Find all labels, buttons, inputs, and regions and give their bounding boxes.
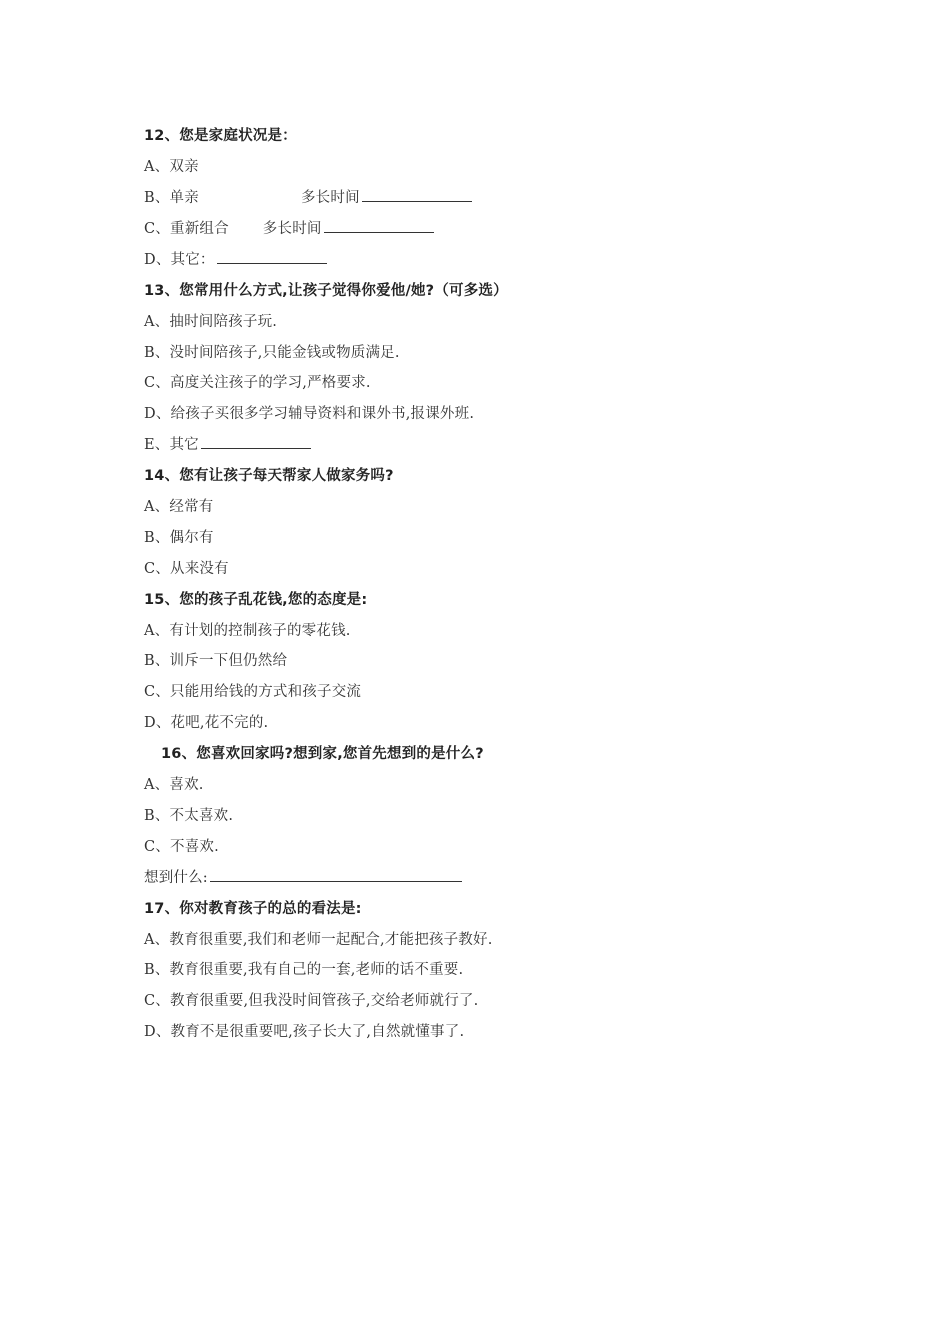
question-17-option-a: A、教育很重要,我们和老师一起配合,才能把孩子教好. [144, 932, 493, 948]
question-15-option-d: D、花吧,花不完的. [144, 715, 269, 731]
question-15-option-c: C、只能用给钱的方式和孩子交流 [144, 684, 362, 700]
think-label: 想到什么: [144, 870, 208, 886]
question-14-option-b: B、偶尔有 [144, 530, 214, 546]
question-16-option-b: B、不太喜欢. [144, 808, 234, 824]
fill-in-blank[interactable] [324, 214, 434, 233]
question-14-option-c: C、从来没有 [144, 561, 229, 577]
duration-label: 多长时间 [262, 221, 322, 237]
question-13-option-b: B、没时间陪孩子,只能金钱或物质满足. [144, 345, 400, 361]
question-13-option-d: D、给孩子买很多学习辅导资料和课外书,报课外班. [144, 406, 475, 422]
question-13-option-e [144, 430, 311, 461]
fill-in-blank[interactable] [210, 863, 462, 882]
question-16-title: 16、您喜欢回家吗?想到家,您首先想到的是什么? [161, 746, 484, 762]
option-label: E、其它 [144, 437, 199, 453]
question-12-option-a: A、双亲 [144, 159, 199, 175]
question-16-option-a: A、喜欢. [144, 777, 204, 793]
question-13-option-c: C、高度关注孩子的学习,严格要求. [144, 375, 371, 391]
fill-in-blank[interactable] [362, 183, 472, 202]
option-label: C、重新组合 [144, 221, 229, 237]
question-15-option-b: B、训斥一下但仍然给 [144, 653, 288, 669]
question-14-title: 14、您有让孩子每天帮家人做家务吗? [144, 468, 394, 484]
option-label: B、单亲 [144, 190, 199, 206]
question-15-title: 15、您的孩子乱花钱,您的态度是: [144, 592, 368, 608]
question-17-option-b: B、教育很重要,我有自己的一套,老师的话不重要. [144, 962, 464, 978]
question-12-option-b [144, 183, 472, 214]
question-13-option-a: A、抽时间陪孩子玩. [144, 314, 278, 330]
question-12-option-c [144, 214, 434, 245]
question-16-think [144, 863, 462, 894]
question-17-title: 17、你对教育孩子的总的看法是: [144, 901, 362, 917]
option-label: D、其它： [144, 252, 215, 268]
fill-in-blank[interactable] [201, 430, 311, 449]
question-15-option-a: A、有计划的控制孩子的零花钱. [144, 623, 351, 639]
question-16-option-c: C、不喜欢. [144, 839, 219, 855]
duration-label: 多长时间 [300, 190, 360, 206]
question-14-option-a: A、经常有 [144, 499, 214, 515]
question-12-option-d [144, 245, 327, 276]
question-17-option-c: C、教育很重要,但我没时间管孩子,交给老师就行了. [144, 993, 479, 1009]
question-17-option-d: D、教育不是很重要吧,孩子长大了,自然就懂事了. [144, 1024, 465, 1040]
fill-in-blank[interactable] [217, 245, 327, 264]
question-12-title: 12、您是家庭状况是： [144, 128, 297, 144]
question-13-title: 13、您常用什么方式,让孩子觉得你爱他/她?（可多选） [144, 283, 508, 299]
